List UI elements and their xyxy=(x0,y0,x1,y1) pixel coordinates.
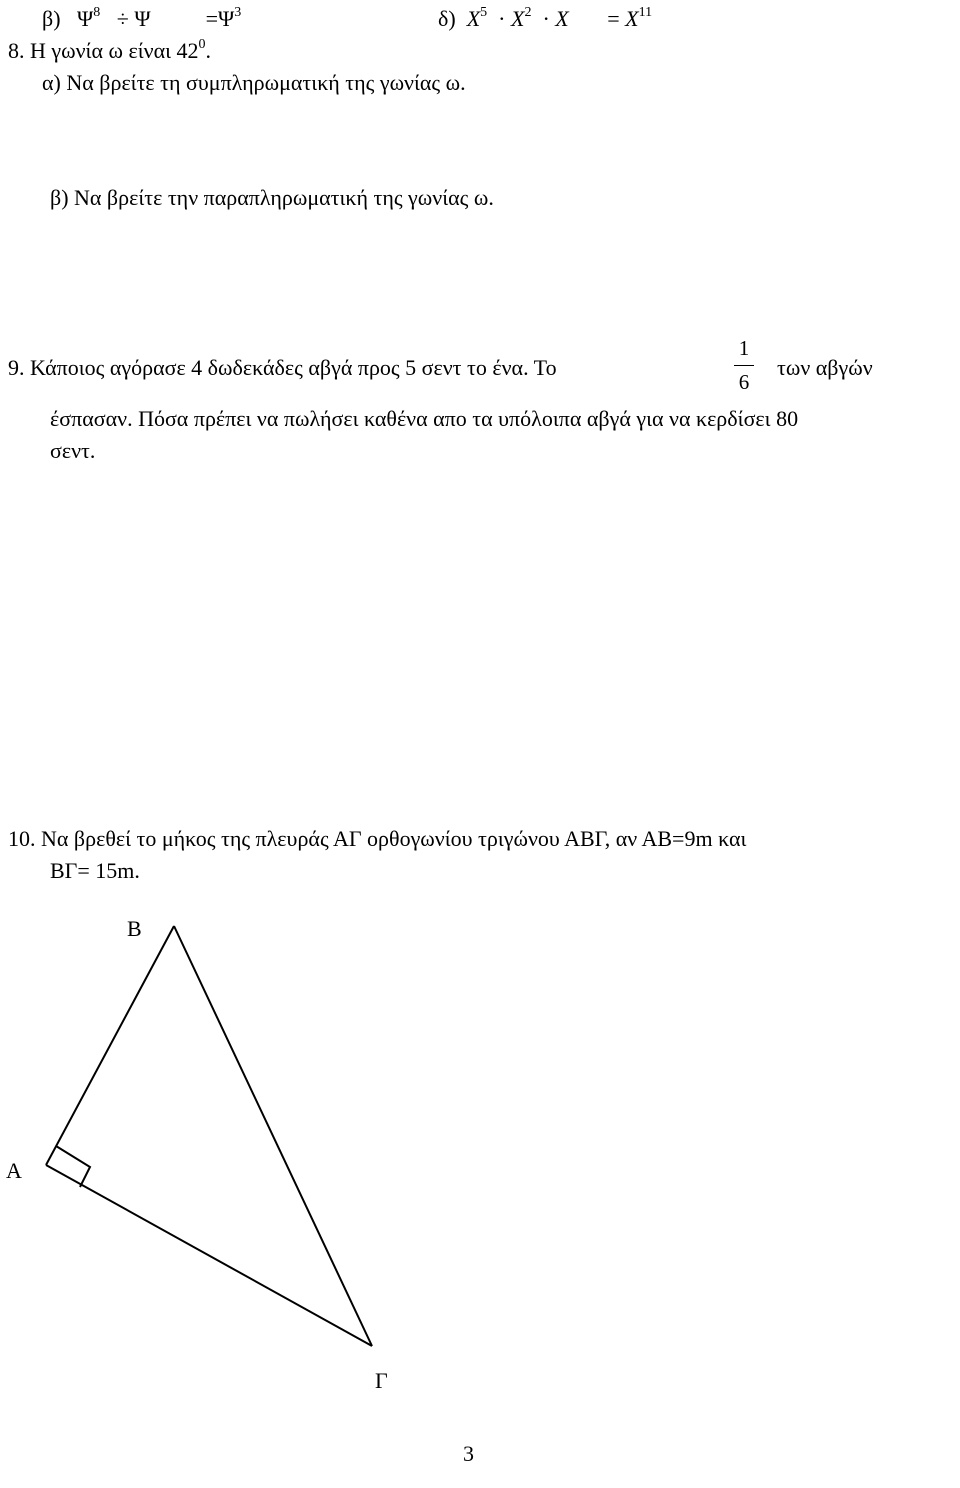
dot-symbol: · xyxy=(498,6,506,31)
question-8-period: . xyxy=(205,38,212,63)
side-ab xyxy=(46,926,174,1165)
exercise-d-label: δ) xyxy=(438,6,456,31)
question-8-part-b: β) Να βρείτε την παραπληρωματική της γωνίας ω. xyxy=(50,185,494,210)
vertex-label-b: Β xyxy=(127,916,142,941)
equals-symbol: = xyxy=(607,6,620,31)
exponent: 11 xyxy=(638,5,653,20)
equals-symbol: = xyxy=(205,6,218,31)
question-10-line-1: 10. Να βρεθεί το μήκος της πλευράς ΑΓ ορθογωνίου τριγώνου ΑΒΓ, αν ΑΒ=9m και xyxy=(8,826,747,851)
exponent: 3 xyxy=(234,5,242,20)
question-8-part-a: α) Να βρείτε τη συμπληρωματική της γωνίας ω. xyxy=(42,70,466,95)
question-8-text: 8. Η γωνία ω είναι 42 xyxy=(8,38,199,63)
side-ag xyxy=(46,1165,372,1346)
vertex-label-g: Γ xyxy=(375,1368,388,1393)
fraction-denominator: 6 xyxy=(738,370,750,394)
question-9-line-1-end: των αβγών xyxy=(777,355,873,380)
fraction-numerator: 1 xyxy=(738,336,750,360)
x-variable: X xyxy=(510,6,525,31)
side-bg xyxy=(174,926,372,1346)
x-variable: X xyxy=(466,6,481,31)
x-variable: X xyxy=(555,6,569,31)
question-10-line-2: ΒΓ= 15m. xyxy=(50,858,140,883)
psi-symbol: Ψ xyxy=(77,6,94,31)
exponent: 8 xyxy=(93,5,101,20)
x-variable: X xyxy=(625,6,639,31)
question-9-line-3: σεντ. xyxy=(50,438,96,463)
page-number: 3 xyxy=(463,1441,474,1466)
exercise-b-label: β) xyxy=(42,6,61,31)
psi-symbol: Ψ xyxy=(218,6,235,31)
exponent: 5 xyxy=(480,5,488,20)
question-9-line-2: έσπασαν. Πόσα πρέπει να πωλήσει καθένα απο τα υπόλοιπα αβγά για να κερδίσει 80 xyxy=(50,406,799,431)
exponent: 2 xyxy=(524,5,532,20)
vertex-label-a: Α xyxy=(6,1158,22,1183)
dot-symbol: · xyxy=(542,6,550,31)
psi-symbol: Ψ xyxy=(134,6,151,31)
degree-exponent: 0 xyxy=(198,37,206,52)
question-9-line-1: 9. Κάποιος αγόρασε 4 δωδεκάδες αβγά προς 5 σεντ το ένα. Το xyxy=(8,355,557,380)
divide-symbol: ÷ xyxy=(116,6,129,31)
